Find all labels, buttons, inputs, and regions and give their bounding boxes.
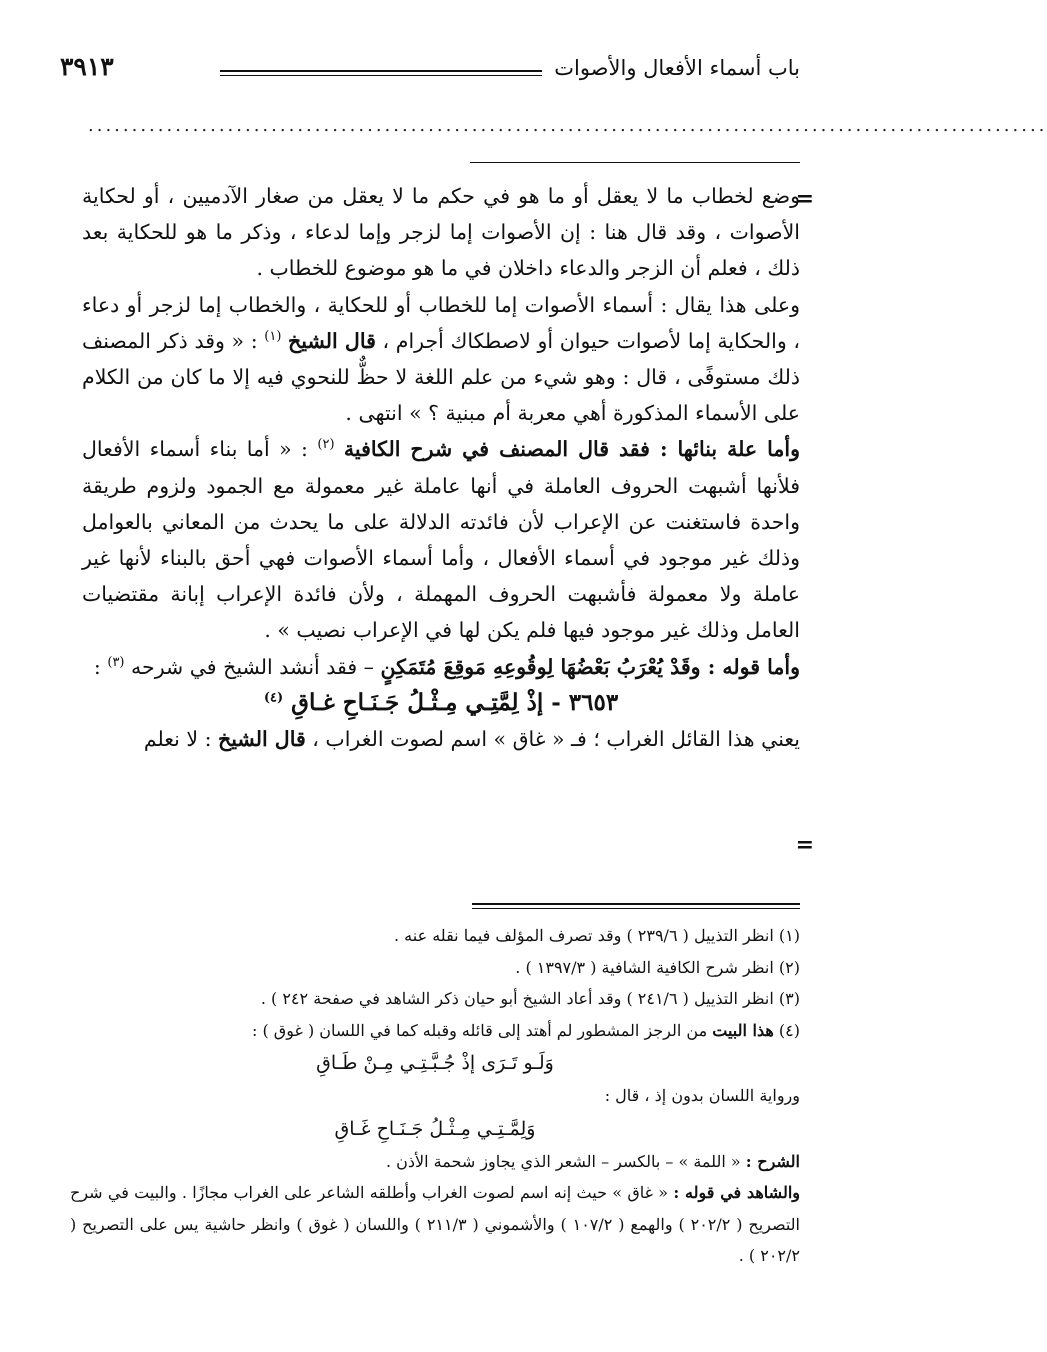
continuation-mark-end: = bbox=[795, 832, 814, 858]
footnote-ref-1[interactable]: (١) bbox=[264, 328, 282, 344]
header-rule bbox=[220, 70, 542, 76]
paragraph-5 bbox=[82, 721, 800, 757]
p3-bold-heading: وأما علة بنائها : فقد قال المصنف في شرح الكافية bbox=[343, 437, 800, 462]
fn4-bold: هذا البيت bbox=[712, 1020, 774, 1040]
sharh-label: الشرح : bbox=[745, 1151, 800, 1171]
fn4-text: من الرجز المشطور لم أهتد إلى قائله وقبله كما في اللسان ( غوق ) : bbox=[252, 1020, 708, 1040]
footnote-1: (١) انظر التذييل ( ٢٣٩/٦ ) وقد تصرف المؤلف فيما نقله عنه . bbox=[393, 926, 800, 945]
p2-bold-shaykh: قال الشيخ bbox=[288, 328, 376, 353]
footnote-shahid bbox=[70, 1177, 800, 1272]
footnote-verse-1: وَلَـو تَـرَى إذْ جُـبَّـتِـي مِـنْ طَـاقِ bbox=[316, 1052, 554, 1074]
p3-text: : « أما بناء أسماء الأفعال فلأنها أشبهت الحروف العاملة في أنها عاملة غير معمولة مع الجمود ولزوم طريقة واحدة فاستغنت عن الإعراب لأن فائدته الدلالة على ما يحدث من المعاني بالعوامل وذلك غير موجود في أسماء الأفعال ، وأما أسماء الأصوات فهي أحق بالبناء لأنها غير عاملة ولا معمولة فأشبهت الحروف المهملة ، ولأن فائدة الإعراب إبانة مقتضيات العامل وذلك غير موجود فيها فلم يكن لها في الإعراب نصيب » . bbox=[82, 437, 800, 643]
footnote-2: (٢) انظر شرح الكافية الشافية ( ١٣٩٧/٣ ) . bbox=[515, 957, 800, 977]
footnote-3: (٣) انظر التذييل ( ٢٤١/٦ ) وقد أعاد الشيخ أبو حيان ذكر الشاهد في صفحة ٢٤٢ ) . bbox=[260, 989, 800, 1008]
footnote-riwaya: ورواية اللسان بدون إذ ، قال : bbox=[604, 1086, 800, 1105]
dotted-separator: .............................................................................................................. bbox=[88, 115, 1047, 136]
shahid-label: والشاهد في قوله : bbox=[673, 1183, 801, 1202]
footnote-verse-2: وَلِمَّـتِـي مِـثْـلُ جَـنَـاحِ غَـاقِ bbox=[334, 1117, 536, 1140]
fn4-number: (٤) bbox=[778, 1020, 800, 1040]
footnote-4 bbox=[70, 1015, 800, 1047]
p2-text-a: وعلى هذا يقال : أسماء الأصوات إما للخطاب أو للحكاية ، والخطاب إما لزجر أو دعاء ، والحكاية إما لأصوات حيوان أو لاصطكاك أجرام ، bbox=[82, 292, 800, 353]
footnote-sharh bbox=[70, 1146, 800, 1178]
footnote-ref-4[interactable]: (٤) bbox=[263, 690, 284, 706]
paragraph-1: وضع لخطاب ما لا يعقل أو ما هو في حكم ما لا يعقل من صغار الآدميين ، أو لحكاية الأصوات ، وقد قال هنا : إن الأصوات إما لزجر وإما لدعاء ، وذكر ما هو للحكاية بعد ذلك ، فعلم أن الزجر والدعاء داخلان في ما هو موضوع للخطاب . bbox=[82, 184, 800, 281]
running-header bbox=[60, 52, 800, 92]
chapter-title: باب أسماء الأفعال والأصوات bbox=[554, 56, 800, 80]
sharh-text: « اللمة » – بالكسر – الشعر الذي يجاوز شحمة الأذن . bbox=[385, 1151, 741, 1171]
p5-bold-shaykh: قال الشيخ bbox=[218, 727, 306, 752]
paragraph-2 bbox=[82, 287, 800, 432]
footnote-ref-3[interactable]: (٣) bbox=[107, 654, 125, 670]
paragraph-4 bbox=[82, 649, 800, 685]
p2-text-b: : « وقد ذكر المصنف ذلك مستوفًى ، قال : وهو شيء من علم اللغة لا حظٌّ للنحوي فيه إلا ما كان من الكلام على الأسماء المذكورة أهي معربة أم مبنية ؟ » انتهى . bbox=[82, 328, 800, 426]
p4-text: – فقد أنشد الشيخ في شرحه bbox=[131, 654, 374, 679]
p4-colon: : bbox=[93, 654, 101, 679]
paragraph-3 bbox=[82, 431, 800, 648]
continuation-mark-start: = bbox=[795, 186, 814, 212]
section-rule bbox=[470, 162, 800, 163]
footnote-rule bbox=[472, 903, 800, 909]
footnotes bbox=[70, 920, 800, 1272]
verse-text: ٣٦٥٣ - إذْ لِمَّتِـي مِـثْـلُ جَـنَـاحِ غـاقِ bbox=[291, 688, 619, 716]
shahid-text: « غاق » حيث إنه اسم لصوت الغراب وأطلقه الشاعر على الغراب مجازًا . والبيت في شرح التصريح ( ٢٠٢/٢ ) والهمع ( ١٠٧/٢ ) والأشموني ( ٢١١/٣ ) واللسان ( غوق ) وانظر حاشية يس على التصريح ( ٢٠٢/٢ ) . bbox=[70, 1183, 801, 1265]
footnote-ref-2[interactable]: (٢) bbox=[317, 437, 335, 453]
p5-text-b: : لا نعلم bbox=[143, 727, 212, 752]
poetry-verse bbox=[82, 685, 800, 721]
p5-text-a: يعني هذا القائل الغراب ؛ فـ « غاق » اسم لصوت الغراب ، bbox=[312, 727, 800, 752]
main-text bbox=[82, 178, 800, 757]
p4-bold-heading: وأما قوله : وقَدْ يُعْرَبُ بَعْضُهَا لِوقُوعِهِ مَوقِعَ مُتَمَكِنٍ bbox=[380, 654, 800, 679]
page-number: ٣٩١٣ bbox=[60, 52, 114, 81]
